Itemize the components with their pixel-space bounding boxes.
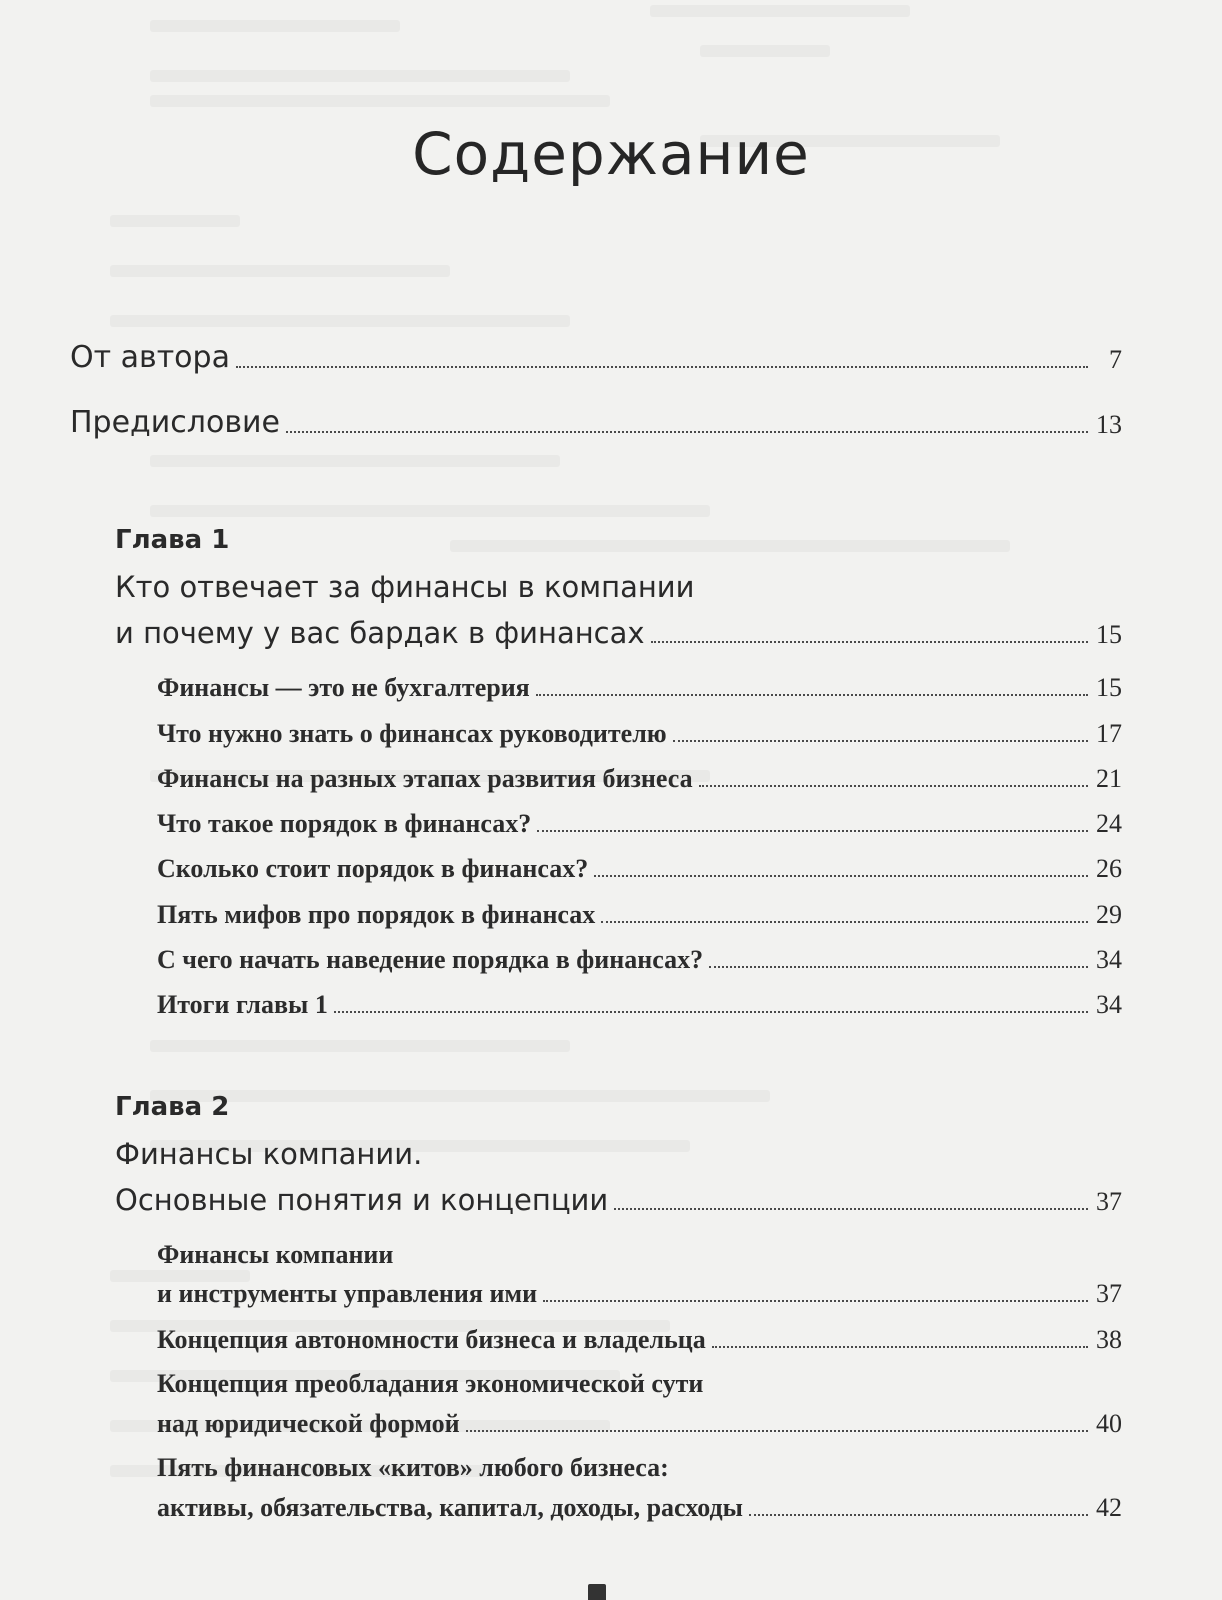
- toc-entry-chapter-2[interactable]: [115, 1183, 1122, 1217]
- dot-leader: [709, 966, 1088, 968]
- toc-entry-label: От автора: [70, 340, 230, 375]
- toc-entry-ch1-item-8[interactable]: [157, 990, 1122, 1020]
- toc-page-number: 38: [1096, 1325, 1122, 1354]
- dot-leader: [601, 921, 1088, 923]
- toc-page-number: 13: [1096, 410, 1122, 439]
- toc-entry-chapter-1[interactable]: [115, 616, 1122, 650]
- toc-entry-label: над юридической формой: [157, 1409, 460, 1438]
- toc-entry-ch1-item-2[interactable]: [157, 719, 1122, 749]
- toc-entry-preface[interactable]: [70, 405, 1122, 440]
- dot-leader: [537, 830, 1088, 832]
- toc-entry-label: Пять мифов про порядок в финансах: [157, 900, 596, 929]
- toc-page-number: 34: [1096, 945, 1122, 974]
- toc-entry-label: Что такое порядок в финансах?: [157, 809, 532, 838]
- toc-entry-from-author[interactable]: [70, 340, 1122, 375]
- toc-page-number: 17: [1096, 719, 1122, 748]
- toc-entry-label: Итоги главы 1: [157, 990, 328, 1019]
- toc-entry-ch1-item-1[interactable]: [157, 673, 1122, 703]
- dot-leader: [536, 694, 1088, 696]
- dot-leader: [334, 1011, 1088, 1013]
- dot-leader: [651, 641, 1088, 643]
- dot-leader: [712, 1346, 1088, 1348]
- toc-page-number: 21: [1096, 764, 1122, 793]
- toc-page-number: 40: [1096, 1409, 1122, 1438]
- toc-entry-ch1-item-7[interactable]: [157, 945, 1122, 975]
- toc-entry-label: Предисловие: [70, 405, 280, 440]
- toc-page-number: 24: [1096, 809, 1122, 838]
- toc-page-number: 15: [1096, 673, 1122, 702]
- toc-entry-ch2-item-4[interactable]: [157, 1493, 1122, 1523]
- dot-leader: [543, 1300, 1088, 1302]
- toc-entry-ch2-item-3[interactable]: [157, 1409, 1122, 1439]
- toc-entry-label: С чего начать наведение порядка в финансах?: [157, 945, 704, 974]
- toc-entry-label: Концепция автономности бизнеса и владельца: [157, 1325, 706, 1354]
- toc-page-number: 37: [1096, 1187, 1122, 1216]
- cropped-page-footer-mark: [588, 1584, 606, 1600]
- chapter-2-title-line-1: Финансы компании.: [115, 1137, 423, 1171]
- toc-entry-label: Финансы — это не бухгалтерия: [157, 673, 530, 702]
- toc-page-number: 34: [1096, 990, 1122, 1019]
- toc-entry-ch2-item-2[interactable]: [157, 1325, 1122, 1355]
- toc-page-number: 26: [1096, 854, 1122, 883]
- dot-leader: [466, 1430, 1088, 1432]
- chapter-1-title-line-1: Кто отвечает за финансы в компании: [115, 570, 695, 604]
- chapter-2-title-line-2: Основные понятия и концепции: [115, 1183, 609, 1217]
- dot-leader: [673, 740, 1088, 742]
- toc-page-number: 29: [1096, 900, 1122, 929]
- toc-entry-ch2-item-3-line-1: Концепция преобладания экономической сути: [157, 1369, 704, 1398]
- toc-entry-ch1-item-6[interactable]: [157, 900, 1122, 930]
- toc-entry-label: Финансы на разных этапах развития бизнеса: [157, 764, 693, 793]
- toc-page-number: 42: [1096, 1493, 1122, 1522]
- toc-page-number: 37: [1096, 1279, 1122, 1308]
- toc-entry-label: и инструменты управления ими: [157, 1279, 538, 1308]
- dot-leader: [749, 1514, 1088, 1516]
- toc-page-number: 15: [1096, 620, 1122, 649]
- dot-leader: [594, 875, 1088, 877]
- toc-entry-ch2-item-1[interactable]: [157, 1279, 1122, 1309]
- chapter-1-heading: Глава 1: [115, 525, 230, 555]
- chapter-1-title-line-2: и почему у вас бардак в финансах: [115, 616, 645, 650]
- toc-entry-label: Что нужно знать о финансах руководителю: [157, 719, 667, 748]
- dot-leader: [286, 431, 1088, 433]
- toc-entry-ch1-item-5[interactable]: [157, 854, 1122, 884]
- dot-leader: [614, 1208, 1088, 1210]
- dot-leader: [236, 366, 1088, 368]
- page-title: Содержание: [412, 120, 810, 188]
- toc-entry-ch2-item-1-line-1: Финансы компании: [157, 1240, 394, 1269]
- toc-entry-ch1-item-4[interactable]: [157, 809, 1122, 839]
- toc-entry-label: Сколько стоит порядок в финансах?: [157, 854, 589, 883]
- toc-entry-ch2-item-4-line-1: Пять финансовых «китов» любого бизнеса:: [157, 1453, 669, 1482]
- toc-entry-label: активы, обязательства, капитал, доходы, расходы: [157, 1493, 743, 1522]
- dot-leader: [699, 785, 1088, 787]
- toc-entry-ch1-item-3[interactable]: [157, 764, 1122, 794]
- toc-page-number: 7: [1109, 345, 1122, 374]
- chapter-2-heading: Глава 2: [115, 1092, 230, 1122]
